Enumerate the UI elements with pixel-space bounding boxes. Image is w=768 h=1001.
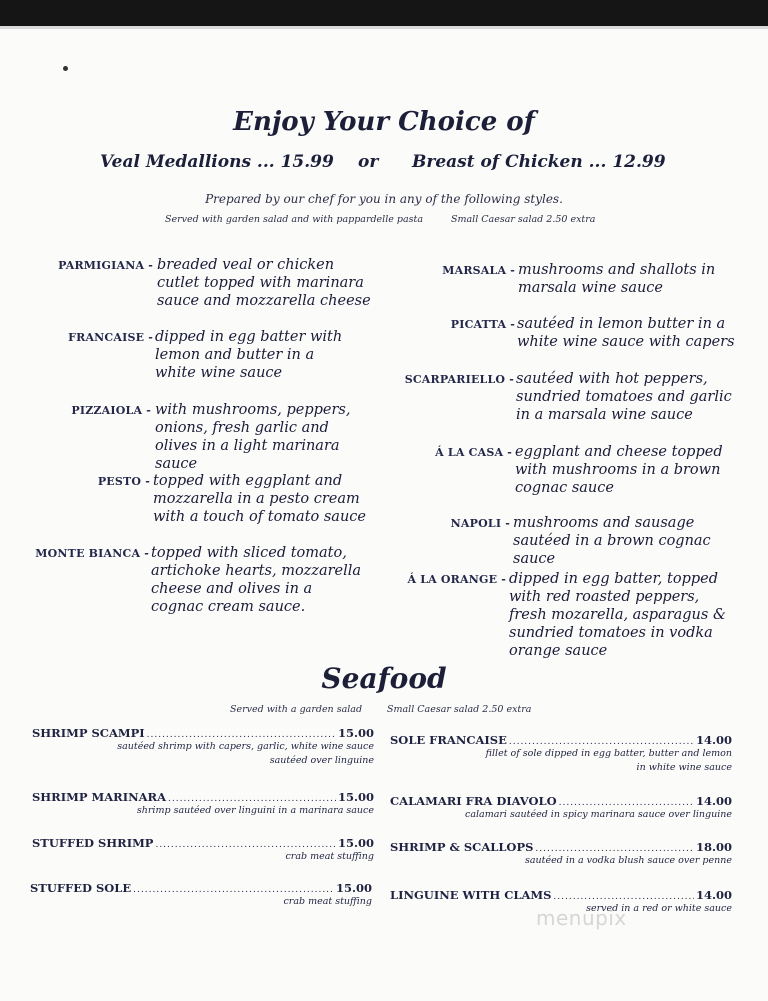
style-name: SCARPARIELLO - <box>404 373 514 386</box>
style-name: Á LA ORANGE - <box>407 573 506 586</box>
item-desc: sautéed in a vodka blush sauce over penne <box>525 855 732 866</box>
seafood-item-stuffed-sole <box>30 881 372 909</box>
style-name: MONTE BIANCA - <box>35 547 149 560</box>
style-name: PICATTA - <box>450 318 515 331</box>
leader-dots <box>509 737 694 747</box>
item-price: 15.00 <box>337 836 374 850</box>
leader-dots <box>133 885 334 895</box>
style-desc: with mushrooms, peppers, onions, fresh garlic and olives in a light marinara sauce <box>155 402 351 472</box>
item-desc-2: sautéed over linguine <box>269 755 374 766</box>
style-desc: mushrooms and sausage sautéed in a brown cognac sauce <box>513 515 711 567</box>
style-desc: breaded veal or chicken cutlet topped with marinara sauce and mozzarella cheese <box>157 257 371 309</box>
style-desc: dipped in egg batter with lemon and butter in a white wine sauce <box>155 329 343 381</box>
item-name: SHRIMP MARINARA <box>32 790 166 804</box>
item-desc: shrimp sautéed over linguini in a marinara sauce <box>136 805 374 816</box>
seafood-item-shrimp-marinara <box>32 790 374 818</box>
or-text: or <box>358 152 379 172</box>
style-desc: topped with eggplant and mozzarella in a pesto cream with a touch of tomato sauce <box>153 473 366 525</box>
item-desc: fillet of sole dipped in egg batter, butter and lemon <box>485 748 732 759</box>
seafood-item-shrimp-scallops <box>390 840 732 868</box>
style-desc: sautéed in lemon butter in a white wine sauce with capers <box>517 316 735 350</box>
item-desc-2: in white wine sauce <box>636 762 732 773</box>
style-desc: sautéed with hot peppers, sundried tomatoes and garlic in a marsala wine sauce <box>516 371 732 423</box>
item-name: CALAMARI FRA DIAVOLO <box>390 794 557 808</box>
item-price: 15.00 <box>337 726 374 740</box>
style-name: PESTO - <box>97 475 150 488</box>
seafood-item-calamari-fra-diavolo <box>390 794 732 822</box>
leader-dots <box>553 892 694 902</box>
style-desc: mushrooms and shallots in marsala wine sauce <box>518 262 716 296</box>
item-name: SHRIMP SCAMPI <box>32 726 145 740</box>
veal-price: Veal Medallions ... 15.99 <box>100 152 334 172</box>
menu-title: Enjoy Your Choice of <box>233 107 535 137</box>
style-desc: dipped in egg batter, topped with red roasted peppers, fresh mozarella, asparagus & sundried tomatoes in vodka orange sauce <box>509 571 726 659</box>
item-name: SOLE FRANCAISE <box>390 733 507 747</box>
item-price: 15.00 <box>335 881 372 895</box>
style-name: Á LA CASA - <box>435 446 512 459</box>
item-price: 15.00 <box>337 790 374 804</box>
item-price: 18.00 <box>695 840 732 854</box>
seafood-title: Seafood <box>321 662 447 695</box>
style-name: FRANCAISE - <box>68 331 153 344</box>
style-name: PARMIGIANA - <box>58 259 153 272</box>
watermark: menupix <box>536 906 627 930</box>
item-desc: sautéed shrimp with capers, garlic, white wine sauce <box>117 741 374 752</box>
leader-dots <box>147 730 336 740</box>
item-desc: calamari sautéed in spicy marinara sauce over linguine <box>465 809 732 820</box>
seafood-item-stuffed-shrimp <box>32 836 374 864</box>
item-name: STUFFED SHRIMP <box>32 836 154 850</box>
style-name: NAPOLI - <box>450 517 510 530</box>
style-name: MARSALA - <box>442 264 515 277</box>
punch-mark <box>63 66 68 71</box>
seafood-served-note: Served with a garden salad <box>230 704 363 715</box>
item-desc: crab meat stuffing <box>283 896 372 907</box>
leader-dots <box>535 844 694 854</box>
item-name: SHRIMP & SCALLOPS <box>390 840 534 854</box>
chicken-price: Breast of Chicken ... 12.99 <box>412 152 666 172</box>
item-desc: crab meat stuffing <box>285 851 374 862</box>
prepared-note: Prepared by our chef for you in any of the following styles. <box>205 192 563 206</box>
scan-top-edge <box>0 0 768 26</box>
leader-dots <box>559 798 694 808</box>
style-desc: eggplant and cheese topped with mushrooms in a brown cognac sauce <box>515 444 723 496</box>
leader-dots <box>168 794 336 804</box>
item-name: LINGUINE WITH CLAMS <box>390 888 552 902</box>
style-name: PIZZAIOLA - <box>71 404 151 417</box>
caesar-note: Small Caesar salad 2.50 extra <box>451 214 596 225</box>
style-desc: topped with sliced tomato, artichoke hearts, mozzarella cheese and olives in a cognac cream sauce. <box>151 545 362 615</box>
seafood-caesar-note: Small Caesar salad 2.50 extra <box>387 704 532 715</box>
item-price: 14.00 <box>695 794 732 808</box>
item-name: STUFFED SOLE <box>30 881 132 895</box>
seafood-item-shrimp-scampi <box>32 726 374 768</box>
item-price: 14.00 <box>695 888 732 902</box>
item-price: 14.00 <box>695 733 732 747</box>
seafood-item-sole-francaise <box>390 733 732 775</box>
served-note: Served with garden salad and with pappardelle pasta <box>165 214 424 225</box>
leader-dots <box>155 840 336 850</box>
scan-edge-line <box>0 26 768 29</box>
item-desc: served in a red or white sauce <box>586 903 732 914</box>
